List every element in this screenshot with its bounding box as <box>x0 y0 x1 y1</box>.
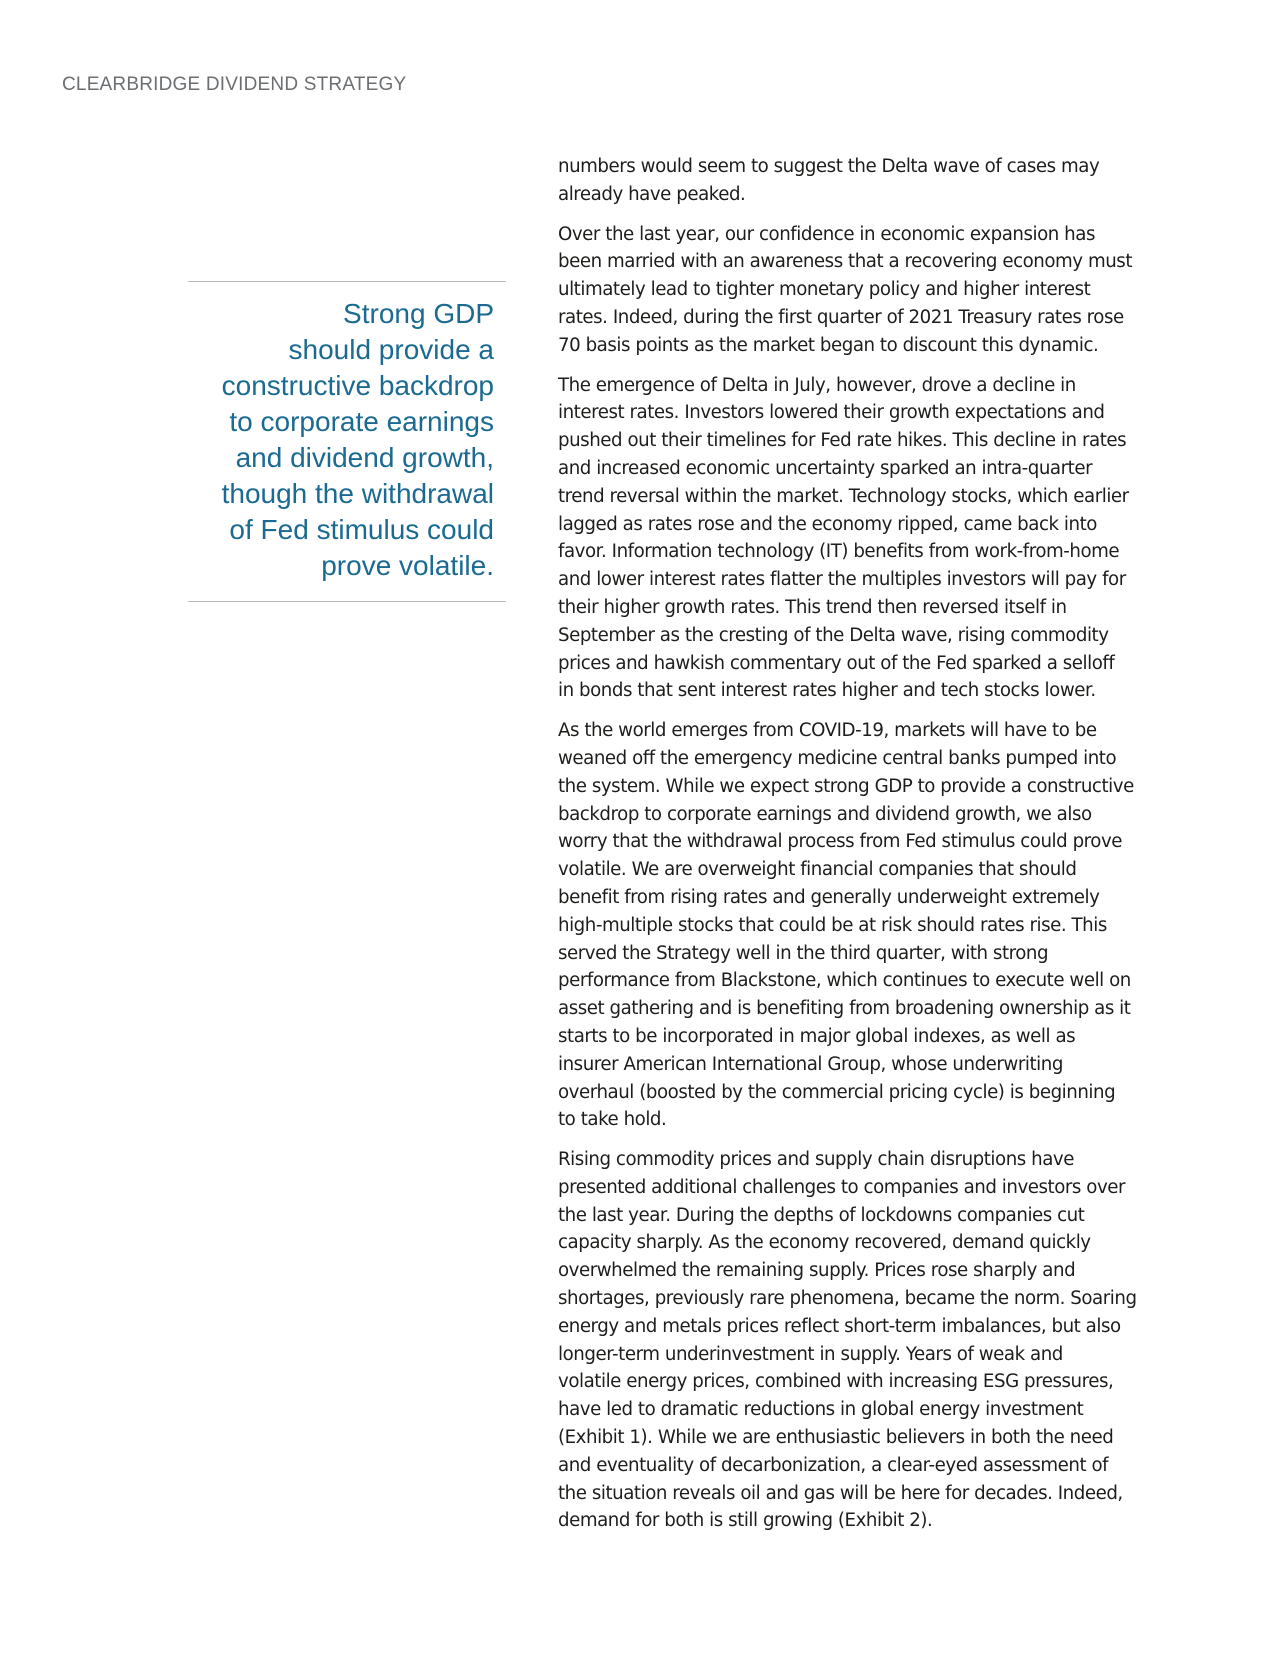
body-paragraph <box>558 153 1178 209</box>
paragraph-line: prices and hawkish commentary out of the Fed sparked a selloff <box>558 652 1115 674</box>
pull-quote-line: should provide a <box>288 334 494 365</box>
paragraph-line: trend reversal within the market. Technology stocks, which earlier <box>558 485 1129 507</box>
pull-quote-line: though the withdrawal <box>221 478 494 509</box>
pull-quote-text <box>188 296 494 584</box>
paragraph-line: 70 basis points as the market began to discount this dynamic. <box>558 334 1099 356</box>
paragraph-line: interest rates. Investors lowered their growth expectations and <box>558 402 1105 424</box>
paragraph-line: demand for both is still growing (Exhibit 2). <box>558 1510 933 1532</box>
paragraph-line: asset gathering and is benefiting from broadening ownership as it <box>558 998 1131 1020</box>
paragraph-line: the system. While we expect strong GDP to provide a constructive <box>558 775 1134 797</box>
paragraph-line: lagged as rates rose and the economy ripped, came back into <box>558 513 1097 535</box>
paragraph-line: and lower interest rates flatter the multiples investors will pay for <box>558 569 1126 591</box>
body-paragraph <box>558 717 1178 1134</box>
paragraph-line: presented additional challenges to companies and investors over <box>558 1176 1126 1198</box>
body-paragraph <box>558 221 1178 360</box>
paragraph-line: shortages, previously rare phenomena, became the norm. Soaring <box>558 1288 1137 1310</box>
paragraph-line: weaned off the emergency medicine central banks pumped into <box>558 747 1117 769</box>
body-paragraph <box>558 1146 1178 1535</box>
paragraph-line: Over the last year, our confidence in economic expansion has <box>558 223 1095 245</box>
paragraph-line: the situation reveals oil and gas will be here for decades. Indeed, <box>558 1482 1123 1504</box>
pull-quote-line: Strong GDP <box>343 298 494 329</box>
paragraph-line: their higher growth rates. This trend then reversed itself in <box>558 596 1067 618</box>
paragraph-line: been married with an awareness that a recovering economy must <box>558 251 1133 273</box>
running-header: CLEARBRIDGE DIVIDEND STRATEGY <box>62 74 407 95</box>
paragraph-line: performance from Blackstone, which continues to execute well on <box>558 970 1131 992</box>
paragraph-line: rates. Indeed, during the first quarter of 2021 Treasury rates rose <box>558 306 1124 328</box>
body-paragraph <box>558 372 1178 706</box>
pull-quote <box>188 281 506 602</box>
paragraph-line: Rising commodity prices and supply chain disruptions have <box>558 1149 1074 1171</box>
paragraph-line: worry that the withdrawal process from Fed stimulus could prove <box>558 831 1123 853</box>
pull-quote-line: constructive backdrop <box>221 370 494 401</box>
paragraph-line: starts to be incorporated in major global indexes, as well as <box>558 1025 1076 1047</box>
pull-quote-line: and dividend growth, <box>235 442 494 473</box>
paragraph-line: longer-term underinvestment in supply. Years of weak and <box>558 1343 1063 1365</box>
pull-quote-line: of Fed stimulus could <box>229 514 494 545</box>
paragraph-line: have led to dramatic reductions in global energy investment <box>558 1399 1084 1421</box>
pull-quote-line: prove volatile. <box>321 550 494 581</box>
paragraph-line: ultimately lead to tighter monetary policy and higher interest <box>558 279 1091 301</box>
paragraph-line: favor. Information technology (IT) benefits from work-from-home <box>558 541 1120 563</box>
paragraph-line: the last year. During the depths of lockdowns companies cut <box>558 1204 1085 1226</box>
paragraph-line: (Exhibit 1). While we are enthusiastic believers in both the need <box>558 1427 1114 1449</box>
paragraph-line: already have peaked. <box>558 183 746 205</box>
paragraph-line: The emergence of Delta in July, however, drove a decline in <box>558 374 1076 396</box>
paragraph-line: volatile. We are overweight financial companies that should <box>558 859 1077 881</box>
paragraph-line: insurer American International Group, whose underwriting <box>558 1053 1063 1075</box>
paragraph-line: backdrop to corporate earnings and dividend growth, we also <box>558 803 1092 825</box>
paragraph-line: and eventuality of decarbonization, a clear-eyed assessment of <box>558 1454 1109 1476</box>
paragraph-line: to take hold. <box>558 1109 667 1131</box>
paragraph-line: volatile energy prices, combined with increasing ESG pressures, <box>558 1371 1114 1393</box>
paragraph-line: pushed out their timelines for Fed rate hikes. This decline in rates <box>558 430 1127 452</box>
paragraph-line: overwhelmed the remaining supply. Prices rose sharply and <box>558 1260 1076 1282</box>
paragraph-line: high-multiple stocks that could be at risk should rates rise. This <box>558 914 1107 936</box>
paragraph-line: numbers would seem to suggest the Delta wave of cases may <box>558 156 1100 177</box>
article-body <box>558 153 1178 1547</box>
pull-quote-line: to corporate earnings <box>229 406 494 437</box>
paragraph-line: energy and metals prices reflect short-term imbalances, but also <box>558 1315 1121 1337</box>
paragraph-line: and increased economic uncertainty sparked an intra-quarter <box>558 457 1093 479</box>
paragraph-line: September as the cresting of the Delta wave, rising commodity <box>558 624 1109 646</box>
paragraph-line: overhaul (boosted by the commercial pricing cycle) is beginning <box>558 1081 1116 1103</box>
paragraph-line: served the Strategy well in the third quarter, with strong <box>558 942 1049 964</box>
paragraph-line: benefit from rising rates and generally underweight extremely <box>558 886 1100 908</box>
paragraph-line: capacity sharply. As the economy recovered, demand quickly <box>558 1232 1091 1254</box>
paragraph-line: As the world emerges from COVID-19, markets will have to be <box>558 720 1097 742</box>
paragraph-line: in bonds that sent interest rates higher and tech stocks lower. <box>558 680 1096 702</box>
